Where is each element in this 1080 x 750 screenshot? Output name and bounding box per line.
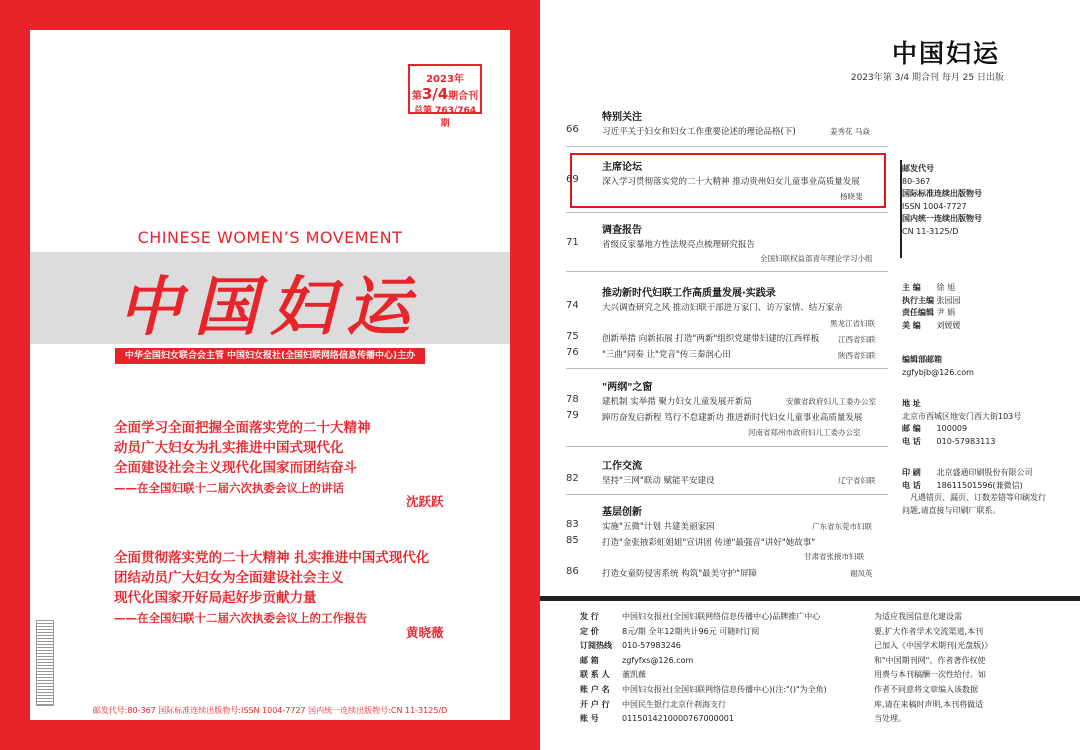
cover-english-title: CHINESE WOMEN’S MOVEMENT: [137, 228, 403, 247]
toc-section-title: "两纲"之窗: [602, 382, 653, 393]
publishing-key: 联 系 人: [580, 670, 610, 680]
toc-page-number: 86: [566, 566, 579, 577]
info-registration: [902, 163, 982, 238]
postal-code: 80-367: [902, 176, 931, 186]
address-label: 地 址: [902, 399, 921, 408]
printer-name: 北京盛通印刷股份有限公司: [936, 468, 1033, 477]
zip-label: 邮 编: [902, 424, 921, 433]
toc-article-title[interactable]: 打造女童防侵害系统 构筑"最美守护"屏障: [602, 569, 758, 579]
contents-page: [540, 0, 1080, 750]
issue-number: [410, 85, 480, 103]
publishing-value: 董凯薇: [622, 670, 646, 680]
toc-author: 黑龙江省妇联: [830, 319, 875, 328]
staff-row: [902, 282, 961, 295]
cover-panel: [30, 30, 510, 720]
publishing-key: 发 行: [580, 612, 599, 621]
issue-number-prefix: 第: [411, 91, 422, 102]
publishing-row: [580, 639, 827, 654]
publishing-row: [580, 610, 827, 625]
editorial-email[interactable]: zgfybjb@126.com: [902, 367, 974, 377]
toc-page-number: 85: [566, 535, 579, 546]
toc-page-number: 69: [566, 174, 579, 185]
toc-author: 杨晓斐: [840, 192, 863, 201]
toc-article-title[interactable]: 大兴调查研究之风 推动妇联干部进万家门、访万家情、结万家亲: [602, 303, 843, 313]
toc-article-title[interactable]: 创新举措 向新拓展 打造"两新"组织党建带妇建的江西样板: [602, 334, 820, 344]
info-staff: [902, 282, 961, 332]
toc-section-title: 基层创新: [602, 507, 642, 518]
toc-author: 河南省郑州市政府妇儿工委办公室: [748, 428, 861, 437]
cn-label: 国内统一连续出版物号: [902, 214, 982, 223]
issue-total: 总第 763/764期: [414, 106, 476, 129]
toc-author: 谢凤英: [850, 569, 873, 578]
toc-section-title: 工作交流: [602, 461, 642, 472]
toc-article-title[interactable]: 实施"五微"计划 共建美丽家园: [602, 522, 715, 532]
toc-author: 江西省妇联: [838, 335, 876, 344]
notice-line: 当处理。: [874, 714, 906, 724]
toc-article-title[interactable]: 坚持"三网"联动 赋能平安建设: [602, 476, 715, 486]
headline-2-line: 团结动员广大妇女为全面建设社会主义: [114, 570, 344, 586]
toc-divider: [566, 212, 888, 213]
toc-section-title: 推动新时代妇联工作高质量发展·实践录: [602, 288, 776, 299]
toc-author: 甘肃省张掖市妇联: [804, 552, 864, 561]
notice-line: 用费与本刊稿酬一次性给付。如: [874, 670, 986, 680]
printer-row: [902, 467, 1046, 480]
notice-line: 库,请在来稿时声明,本刊将做适: [874, 699, 984, 709]
printer-tel-row: [902, 480, 1046, 493]
barcode-image: [36, 620, 54, 706]
bottom-rule: [540, 596, 1080, 601]
staff-name: 张园园: [936, 295, 961, 305]
toc-divider: [566, 271, 888, 272]
zip-code: 100009: [936, 424, 968, 433]
copyright-notice: [874, 610, 1024, 727]
issue-year: 2023年: [426, 74, 464, 85]
headline-1-line: 动员广大妇女为扎实推进中国式现代化: [114, 440, 344, 456]
issn: ISSN 1004-7727: [902, 201, 967, 211]
info-address: [902, 398, 1021, 448]
notice-line: 作者不同意将文章编入该数据: [874, 684, 978, 694]
issue-badge: [408, 64, 482, 129]
issn-label: 国际标准连续出版物号: [902, 189, 982, 198]
printer-tel: 18611501596(兼微信): [936, 480, 1023, 490]
tel-label: 电 话: [902, 436, 921, 446]
issue-number-value: 3/4: [421, 85, 449, 103]
notice-line: 已加入《中国学术期刊(光盘版)》: [874, 641, 993, 651]
headline-1-author: 沈跃跃: [406, 494, 444, 509]
publishing-info: [580, 610, 827, 727]
publishing-row: [580, 698, 827, 713]
tel-row: [902, 436, 1021, 449]
cover-brand-logo: 中国妇运: [118, 270, 422, 345]
address: 北京市西城区地安门西大街103号: [902, 411, 1022, 421]
publishing-key: 账 户 名: [580, 684, 610, 694]
toc-article-title[interactable]: 习近平关于妇女和妇女工作重要论述的理论品格(下): [602, 127, 796, 137]
cover-headline-2: [114, 548, 429, 628]
publishing-row: [580, 654, 827, 669]
toc-article-title[interactable]: "三曲"同奏 让"党音"传三秦润心田: [602, 350, 731, 360]
toc-author: 安徽省政府妇儿工委办公室: [786, 397, 876, 406]
printer-tel-label: 电 话: [902, 480, 921, 490]
cover-footer: 邮发代号:80-367 国际标准连续出版物号:ISSN 1004-7727 国内统一连续出版物号:CN 11-3125/D: [92, 706, 448, 715]
toc-page-number: 78: [566, 394, 579, 405]
toc-author: 广东省东莞市妇联: [812, 522, 872, 531]
publishing-row: [580, 712, 827, 727]
email-label: 编辑部邮箱: [902, 355, 942, 364]
toc-article-title[interactable]: 打造"金张掖彩虹姐姐"宣讲团 传递"最强音"讲好"她故事": [602, 538, 816, 548]
toc-article-title[interactable]: 深入学习贯彻落实党的二十大精神 推动贵州妇女儿童事业高质量发展: [602, 177, 860, 187]
headline-2-subtitle: ——在全国妇联十二届六次执委会议上的工作报告: [114, 611, 367, 625]
publishing-key: 邮 箱: [580, 655, 599, 665]
toc-page-number: 76: [566, 347, 579, 358]
cn-number: CN 11-3125/D: [902, 226, 959, 236]
toc-divider: [566, 446, 888, 447]
staff-name: 刘媛媛: [936, 320, 961, 330]
toc-author: 陕西省妇联: [838, 351, 876, 360]
notice-line: 要,扩大作者学术交流渠道,本刊: [874, 626, 984, 636]
toc-article-title[interactable]: 建机制 实举措 聚力妇女儿童发展开新局: [602, 397, 752, 407]
publishing-key: 开 户 行: [580, 699, 610, 709]
headline-1-subtitle: ——在全国妇联十二届六次执委会议上的讲话: [114, 481, 344, 495]
telephone: 010-57983113: [936, 436, 996, 446]
headline-2-line: 现代化国家开好局起好步贡献力量: [114, 590, 317, 606]
staff-row: [902, 295, 961, 308]
toc-page-number: 79: [566, 410, 579, 421]
toc-article-title[interactable]: 省级反家暴地方性法规亮点梳理研究报告: [602, 240, 756, 250]
staff-name: 徐 旭: [936, 283, 956, 292]
toc-section-title: 调查报告: [602, 225, 642, 236]
publishing-key: 定 价: [580, 626, 599, 636]
headline-1-line: 全面学习全面把握全面落实党的二十大精神: [114, 420, 371, 436]
staff-name: 尹 娟: [936, 308, 956, 317]
toc-divider: [566, 368, 888, 369]
toc-divider: [566, 494, 888, 495]
toc-page-number: 75: [566, 331, 579, 342]
publishing-value: 8元/期 全年12期共计96元 可随时订阅: [622, 626, 760, 636]
publishing-value: 中国民生银行北京什刹海支行: [622, 699, 726, 709]
info-printer: [902, 467, 1046, 517]
zip-row: [902, 423, 1021, 436]
publishing-value: 0115014210000767000001: [622, 714, 734, 724]
publishing-key: 订阅热线: [580, 641, 612, 651]
staff-role: 美 编: [902, 320, 921, 330]
info-editorial-email: [902, 354, 974, 379]
publishing-value[interactable]: zgfyfxs@126.com: [622, 655, 694, 665]
masthead-title: 中国妇运: [891, 39, 1000, 68]
toc-section-title: 特别关注: [602, 112, 642, 123]
publishing-row: [580, 625, 827, 640]
toc-page-number: 66: [566, 124, 579, 135]
headline-2-author: 黄晓薇: [406, 625, 444, 640]
printer-label: 印 刷: [902, 468, 921, 477]
cover-headline-1: [114, 418, 371, 498]
printer-note: 凡遇错页、漏页、订数差错等印刷发行: [910, 493, 1046, 502]
toc-page-number: 71: [566, 237, 579, 248]
publishing-key: 账 号: [580, 714, 599, 724]
toc-divider: [566, 146, 888, 147]
toc-article-title[interactable]: 踔厉奋发启新程 笃行不怠建新功 推进新时代妇女儿童事业高质量发展: [602, 413, 863, 423]
publishing-value: 中国妇女报社(全国妇联网络信息传播中心)品牌推广中心: [622, 612, 821, 621]
publishing-row: [580, 668, 827, 683]
cover-sponsor-bar: 中华全国妇女联合会主管 中国妇女报社(全国妇联网络信息传播中心)主办: [115, 348, 425, 364]
staff-role: 执行主编: [902, 295, 934, 305]
headline-2-line: 全面贯彻落实党的二十大精神 扎实推进中国式现代化: [114, 550, 430, 566]
toc-author: 姜秀花 马焱: [830, 127, 870, 136]
notice-line: 和"中国期刊网"。作者著作权使: [874, 655, 986, 665]
toc-section-title: 主席论坛: [602, 162, 642, 173]
staff-role: 主 编: [902, 283, 921, 292]
notice-line: 为适应我国信息化建设需: [874, 612, 962, 621]
staff-row: [902, 307, 961, 320]
publishing-row: [580, 683, 827, 698]
headline-1-line: 全面建设社会主义现代化国家而团结奋斗: [114, 460, 357, 476]
staff-row: [902, 320, 961, 333]
publishing-value: 010-57983246: [622, 641, 681, 651]
toc-page-number: 74: [566, 300, 579, 311]
masthead-subtitle: 2023年第 3/4 期合刊 每月 25 日出版: [850, 73, 1004, 83]
issue-number-suffix: 期合刊: [448, 91, 479, 102]
staff-role: 责任编辑: [902, 308, 934, 317]
toc-author: 全国妇联权益部青年理论学习小组: [760, 254, 873, 263]
printer-note: 问题,请直接与印刷厂联系。: [902, 505, 1001, 515]
toc-author: 辽宁省妇联: [838, 476, 876, 485]
publishing-value: 中国妇女报社(全国妇联网络信息传播中心)(注:"()"为全角): [622, 684, 827, 694]
postal-code-label: 邮发代号: [902, 164, 934, 173]
toc-page-number: 83: [566, 519, 579, 530]
toc-page-number: 82: [566, 473, 579, 484]
